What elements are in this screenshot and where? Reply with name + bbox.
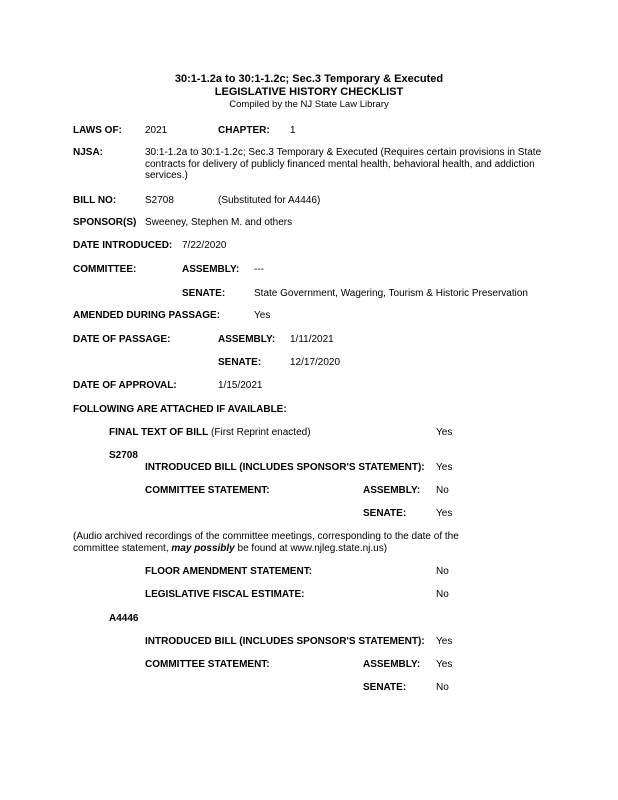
passage-senate-value: 12/17/2020 xyxy=(290,357,341,368)
committee-label: COMMITTEE: xyxy=(73,264,137,275)
a4446-senate-value: No xyxy=(436,682,449,693)
audio-archive-note xyxy=(73,531,493,554)
a4446-section-label: A4446 xyxy=(109,613,139,624)
passage-senate-label: SENATE: xyxy=(218,357,262,368)
a4446-committee-label: COMMITTEE STATEMENT: xyxy=(145,659,270,670)
bill-no-label: BILL NO: xyxy=(73,195,117,206)
final-text-row xyxy=(109,427,311,439)
s2708-senate-value: Yes xyxy=(436,508,453,519)
date-introduced-value: 7/22/2020 xyxy=(182,240,227,251)
amended-value: Yes xyxy=(254,310,271,321)
bill-no-value: S2708 xyxy=(145,195,174,206)
fiscal-estimate-value: No xyxy=(436,589,449,600)
s2708-introduced-label: INTRODUCED BILL (INCLUDES SPONSOR'S STATEMENT): xyxy=(145,462,425,473)
date-of-approval-value: 1/15/2021 xyxy=(218,380,263,391)
s2708-section-label: S2708 xyxy=(109,450,138,461)
floor-amendment-label: FLOOR AMENDMENT STATEMENT: xyxy=(145,566,313,577)
laws-of-value: 2021 xyxy=(145,125,168,136)
committee-assembly-label: ASSEMBLY: xyxy=(182,264,240,275)
laws-of-label: LAWS OF: xyxy=(73,125,122,136)
date-of-passage-label: DATE OF PASSAGE: xyxy=(73,334,171,345)
audio-note-text-end: be found at www.njleg.state.nj.us) xyxy=(234,542,388,554)
chapter-label: CHAPTER: xyxy=(218,125,270,136)
a4446-assembly-value: Yes xyxy=(436,659,453,670)
final-text-note: (First Reprint enacted) xyxy=(208,427,311,438)
audio-note-emphasis: may possibly xyxy=(171,542,235,554)
s2708-introduced-value: Yes xyxy=(436,462,453,473)
document-title: 30:1-1.2a to 30:1-1.2c; Sec.3 Temporary & Executed xyxy=(174,73,444,85)
s2708-senate-label: SENATE: xyxy=(363,508,407,519)
committee-senate-label: SENATE: xyxy=(182,288,226,299)
compiled-by: Compiled by the NJ State Law Library xyxy=(229,99,389,110)
bill-substitution-note: (Substituted for A4446) xyxy=(218,195,321,206)
a4446-introduced-label: INTRODUCED BILL (INCLUDES SPONSOR'S STATEMENT): xyxy=(145,636,425,647)
final-text-label: FINAL TEXT OF BILL xyxy=(109,427,209,438)
a4446-senate-label: SENATE: xyxy=(363,682,407,693)
sponsor-value: Sweeney, Stephen M. and others xyxy=(145,217,293,228)
njsa-label: NJSA: xyxy=(73,147,104,158)
date-introduced-label: DATE INTRODUCED: xyxy=(73,240,173,251)
amended-label: AMENDED DURING PASSAGE: xyxy=(73,310,221,321)
s2708-assembly-value: No xyxy=(436,485,449,496)
a4446-assembly-label: ASSEMBLY: xyxy=(363,659,421,670)
attached-heading: FOLLOWING ARE ATTACHED IF AVAILABLE: xyxy=(73,404,287,415)
committee-assembly-value: --- xyxy=(254,264,264,275)
s2708-assembly-label: ASSEMBLY: xyxy=(363,485,421,496)
fiscal-estimate-label: LEGISLATIVE FISCAL ESTIMATE: xyxy=(145,589,305,600)
document-subtitle: LEGISLATIVE HISTORY CHECKLIST xyxy=(214,86,404,98)
committee-senate-value: State Government, Wagering, Tourism & Historic Preservation xyxy=(254,288,528,299)
chapter-value: 1 xyxy=(290,125,296,136)
njsa-value: 30:1-1.2a to 30:1-1.2c; Sec.3 Temporary & Executed (Requires certain provisions in State contracts for delivery of publicly financed mental health, behavioral health, and addiction services.) xyxy=(145,147,542,181)
date-of-approval-label: DATE OF APPROVAL: xyxy=(73,380,177,391)
a4446-introduced-value: Yes xyxy=(436,636,453,647)
passage-assembly-value: 1/11/2021 xyxy=(290,334,334,345)
passage-assembly-label: ASSEMBLY: xyxy=(218,334,276,345)
sponsor-label: SPONSOR(S) xyxy=(73,217,137,228)
audio-note-text: (Audio archived recordings of the committee meetings, corresponding to the date of the committee statement, xyxy=(73,531,459,554)
s2708-committee-label: COMMITTEE STATEMENT: xyxy=(145,485,270,496)
final-text-value: Yes xyxy=(436,427,453,438)
floor-amendment-value: No xyxy=(436,566,449,577)
